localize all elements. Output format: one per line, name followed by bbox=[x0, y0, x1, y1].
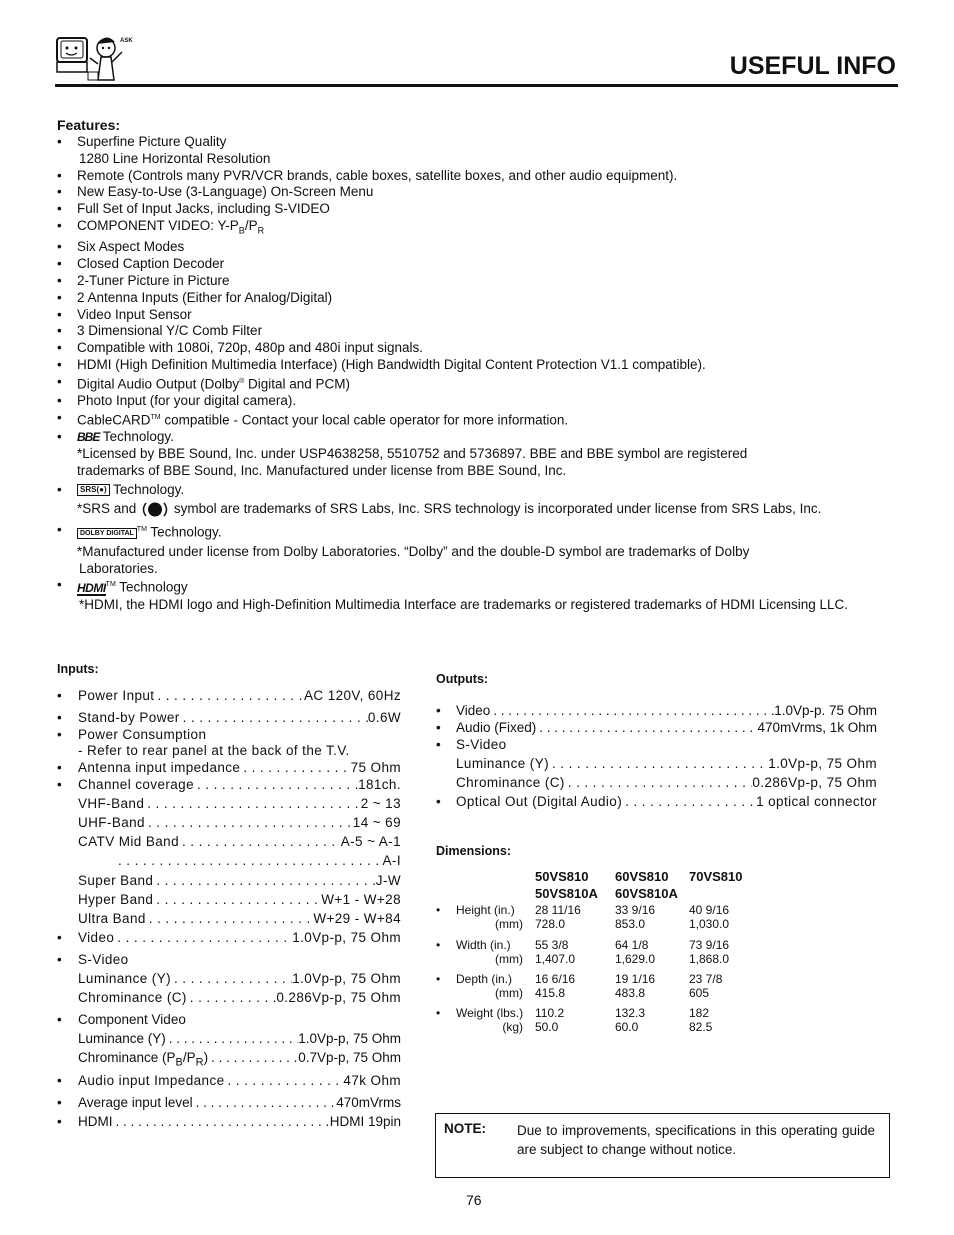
list-item: • DOLBY DIGITAL ™ Technology. *Manufactured under license from Dolby Laboratories. “Dolby” and the double-D symbol are trademarks of Dolby Laboratories. bbox=[57, 522, 750, 576]
dimension-value: 110.2 bbox=[535, 1006, 565, 1020]
dimension-value: 728.0 bbox=[535, 917, 566, 931]
spec-power-consumption: Power Consumption bbox=[78, 727, 207, 742]
spec-component-video: Component Video bbox=[78, 1012, 186, 1027]
bullet: • bbox=[57, 688, 62, 703]
spec-standby-power: Stand-by Power . . . 0.6W bbox=[78, 710, 401, 725]
list-item: • 2-Tuner Picture in Picture bbox=[57, 273, 230, 289]
dimension-label: Height (in.) bbox=[456, 903, 515, 917]
spec-optical-output: Optical Out (Digital Audio) . . . 1 optical connector bbox=[456, 794, 877, 809]
spec-svideo-input: S-Video bbox=[78, 952, 129, 967]
note-label: NOTE: bbox=[444, 1121, 486, 1136]
dimension-value: 19 1/16 bbox=[615, 972, 656, 986]
dimension-value: 28 11/16 bbox=[535, 903, 581, 917]
model-header: 60VS810 bbox=[615, 869, 669, 884]
model-header: 70VS810 bbox=[689, 869, 743, 884]
dimension-value: 60.0 bbox=[615, 1020, 639, 1034]
page-title: USEFUL INFO bbox=[729, 52, 896, 80]
dimensions-heading: Dimensions: bbox=[436, 844, 512, 858]
srs-circle-symbol-icon bbox=[140, 501, 170, 518]
bullet: • bbox=[57, 1114, 62, 1129]
list-item: • Remote (Controls many PVR/VCR brands, cable boxes, satellite boxes, and other audio equipment). bbox=[57, 167, 678, 183]
model-header: 50VS810A bbox=[535, 886, 598, 901]
spec-power-consumption-note: - Refer to rear panel at the back of the T.V. bbox=[78, 743, 350, 758]
spec-channel-coverage: Channel coverage . . . 181ch. bbox=[78, 777, 401, 792]
spec-video-input: Video . . . 1.0Vp-p, 75 Ohm bbox=[78, 930, 401, 945]
list-item: • SRS(●) Technology. *SRS and symbol are trademarks of SRS Labs, Inc. SRS technology is incorporated under license from SRS Labs, Inc. bbox=[57, 481, 822, 517]
list-item: • CableCARD™ compatible - Contact your local cable operator for more information. bbox=[57, 409, 569, 428]
bullet: • bbox=[57, 727, 62, 742]
spec-svideo-output-luminance: Luminance (Y) . . . 1.0Vp-p, 75 Ohm bbox=[456, 756, 877, 771]
spec-ultra-band: Ultra Band . . . W+29 - W+84 bbox=[78, 911, 401, 926]
header-divider bbox=[55, 84, 898, 87]
spec-component-luminance: Luminance (Y) . . . 1.0Vp-p, 75 Ohm bbox=[78, 1031, 401, 1046]
bullet: • bbox=[436, 938, 441, 952]
dimension-value: 182 bbox=[689, 1006, 710, 1020]
bullet: • bbox=[436, 703, 441, 718]
list-item: • HDMI (High Definition Multimedia Interface) (High Bandwidth Digital Content Protection V1.1 compatible). bbox=[57, 357, 706, 373]
spec-average-input: Average input level . . . 470mVrms bbox=[78, 1095, 401, 1110]
spec-super-band: Super Band . . . J-W bbox=[78, 873, 401, 888]
list-item: • Superfine Picture Quality bbox=[57, 134, 227, 149]
list-item: • Closed Caption Decoder bbox=[57, 256, 225, 272]
dimension-value: 1,407.0 bbox=[535, 952, 576, 966]
spec-svideo-output: S-Video bbox=[456, 737, 507, 752]
dimension-value: 605 bbox=[689, 986, 710, 1000]
bullet: • bbox=[57, 760, 62, 775]
bullet: • bbox=[436, 1006, 441, 1020]
spec-vhf-band: VHF-Band . . . 2 ~ 13 bbox=[78, 796, 401, 811]
bullet: • bbox=[57, 1073, 62, 1088]
spec-catv-mid-band-2: . . . A-I bbox=[118, 853, 401, 868]
list-item: • Digital Audio Output (Dolby® Digital and PCM) bbox=[57, 373, 351, 392]
bullet: • bbox=[57, 777, 62, 792]
dimension-value: 1,030.0 bbox=[689, 917, 730, 931]
list-item: • New Easy-to-Use (3-Language) On-Screen Menu bbox=[57, 184, 374, 200]
bullet: • bbox=[436, 794, 441, 809]
srs-logo: SRS(●) bbox=[77, 484, 110, 496]
list-item: • Six Aspect Modes bbox=[57, 239, 185, 255]
dimension-value: 33 9/16 bbox=[615, 903, 656, 917]
dimension-value: 415.8 bbox=[535, 986, 566, 1000]
list-item: • HDMI™ Technology *HDMI, the HDMI logo and High-Definition Multimedia Interface are trademarks or registered trademarks of HDMI Licensing LLC. bbox=[57, 577, 849, 612]
bullet: • bbox=[436, 720, 441, 735]
model-header: 60VS810A bbox=[615, 886, 678, 901]
dimension-unit: (mm) bbox=[495, 917, 523, 931]
list-item: • BBE Technology. *Licensed by BBE Sound, Inc. under USP4638258, 5510752 and 5736897. BBE and BBE symbol are registered trademarks of BBE Sound, Inc. Manufactured under license from BBE Sound, Inc. bbox=[57, 429, 748, 478]
bullet: • bbox=[57, 1012, 62, 1027]
spec-audio-impedance: Audio input Impedance . . . 47k Ohm bbox=[78, 1073, 401, 1088]
note-box bbox=[435, 1113, 890, 1178]
ask-me-logo-text: ASK bbox=[120, 38, 133, 44]
bullet: • bbox=[436, 903, 441, 917]
dimension-value: 50.0 bbox=[535, 1020, 559, 1034]
dimension-value: 853.0 bbox=[615, 917, 646, 931]
bullet: • bbox=[57, 1095, 62, 1110]
bbe-logo: BBE bbox=[77, 430, 100, 445]
bullet: • bbox=[436, 972, 441, 986]
dimension-label: Width (in.) bbox=[456, 938, 511, 952]
spec-hyper-band: Hyper Band . . . W+1 - W+28 bbox=[78, 892, 401, 907]
dimension-label: Weight (lbs.) bbox=[456, 1006, 524, 1020]
ask-me-mascot-logo bbox=[54, 30, 134, 84]
outputs-heading: Outputs: bbox=[436, 672, 489, 686]
list-item: • Compatible with 1080i, 720p, 480p and 480i input signals. bbox=[57, 340, 423, 356]
spec-video-output: Video . . . 1.0Vp-p. 75 Ohm bbox=[456, 703, 877, 718]
page-number: 76 bbox=[466, 1192, 482, 1208]
dimension-value: 55 3/8 bbox=[535, 938, 569, 952]
inputs-heading: Inputs: bbox=[57, 662, 99, 676]
list-item: • 3 Dimensional Y/C Comb Filter bbox=[57, 323, 263, 339]
bullet: • bbox=[436, 737, 441, 752]
list-item: 1280 Line Horizontal Resolution bbox=[79, 150, 271, 166]
spec-power-input: Power Input . . . AC 120V, 60Hz bbox=[78, 688, 401, 703]
dolby-digital-logo: DOLBY DIGITAL bbox=[77, 528, 137, 539]
dimension-value: 1,629.0 bbox=[615, 952, 656, 966]
dimension-value: 483.8 bbox=[615, 986, 646, 1000]
dimension-value: 23 7/8 bbox=[689, 972, 723, 986]
bullet: • bbox=[57, 952, 62, 967]
spec-audio-output: Audio (Fixed) . . . 470mVrms, 1k Ohm bbox=[456, 720, 877, 735]
dimension-unit: (mm) bbox=[495, 986, 523, 1000]
dimension-value: 82.5 bbox=[689, 1020, 713, 1034]
list-item: • 2 Antenna Inputs (Either for Analog/Digital) bbox=[57, 289, 333, 305]
spec-component-chrominance: Chrominance $(P_B/P_R)$ . . . 0.7Vp-p, 75 Ohm bbox=[78, 1050, 401, 1069]
features-list bbox=[57, 134, 907, 613]
model-header: 50VS810 bbox=[535, 869, 589, 884]
spec-svideo-output-chrominance: Chrominance (C) . . . 0.286Vp-p, 75 Ohm bbox=[456, 775, 877, 790]
bullet: • bbox=[57, 710, 62, 725]
spec-hdmi-input: HDMI . . . HDMI 19pin bbox=[78, 1114, 401, 1129]
dimension-label: Depth (in.) bbox=[456, 972, 513, 986]
spec-uhf-band: UHF-Band . . . 14 ~ 69 bbox=[78, 815, 401, 830]
list-item: • COMPONENT VIDEO: $Y-P_B/P_R$ bbox=[57, 217, 265, 236]
dimension-value: 40 9/16 bbox=[689, 903, 730, 917]
hdmi-logo: HDMI bbox=[77, 580, 106, 595]
dimension-value: 64 1/8 bbox=[615, 938, 649, 952]
list-item: • Full Set of Input Jacks, including S-VIDEO bbox=[57, 201, 330, 217]
dimension-value: 16 6/16 bbox=[535, 972, 576, 986]
features-heading: Features: bbox=[57, 117, 121, 133]
list-item: • Video Input Sensor bbox=[57, 306, 192, 322]
list-item: • Photo Input (for your digital camera). bbox=[57, 393, 297, 409]
spec-antenna-impedance: Antenna input impedance . . . 75 Ohm bbox=[78, 760, 401, 775]
dimension-unit: (mm) bbox=[495, 952, 523, 966]
dimension-value: 1,868.0 bbox=[689, 952, 730, 966]
spec-svideo-luminance: Luminance (Y) . . . 1.0Vp-p, 75 Ohm bbox=[78, 971, 401, 986]
dimension-value: 73 9/16 bbox=[689, 938, 730, 952]
spec-catv-mid-band: CATV Mid Band . . . A-5 ~ A-1 bbox=[78, 834, 401, 849]
dimension-unit: (kg) bbox=[502, 1020, 523, 1034]
spec-svideo-chrominance: Chrominance (C) . . . 0.286Vp-p, 75 Ohm bbox=[78, 990, 401, 1005]
bullet: • bbox=[57, 930, 62, 945]
note-text: Due to improvements, specifications in this operating guide are subject to change without notice. bbox=[517, 1123, 875, 1157]
dimension-value: 132.3 bbox=[615, 1006, 646, 1020]
